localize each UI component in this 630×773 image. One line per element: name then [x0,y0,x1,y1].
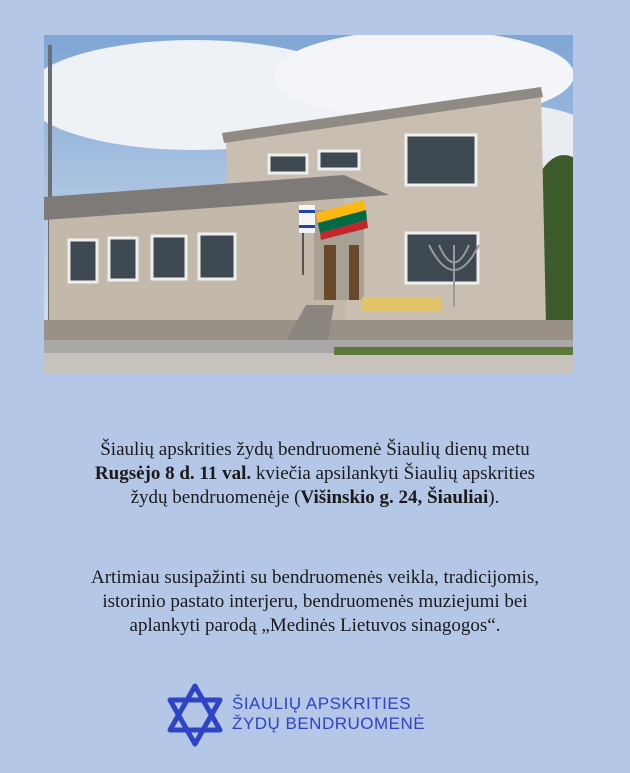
logo-line-2: ŽYDŲ BENDRUOMENĖ [232,714,426,733]
intro-line-3-start: žydų bendruomenėje ( [130,487,301,508]
intro-line-1: Šiaulių apskrities žydų bendruomenė Šiaulių dienų metu [100,439,530,460]
star-of-david-icon [160,680,230,750]
details-paragraph [0,566,630,638]
event-date: Rugsėjo 8 d. 11 val. [94,463,252,484]
intro-line-3-end: ). [488,487,500,508]
details-line-1: Artimiau susipažinti su bendruomenės veikla, tradicijomis, [91,567,539,588]
details-line-2: istorinio pastato interjeru, bendruomenės muziejumi bei [102,591,528,612]
community-logo [160,680,450,750]
logo-text [232,694,425,734]
intro-paragraph [0,438,630,510]
logo-line-1: ŠIAULIŲ APSKRITIES [232,694,412,713]
building-photo [44,35,573,373]
intro-line-2-rest: kviečia apsilankyti Šiaulių apskrities [251,463,536,484]
details-line-3: aplankyti parodą „Medinės Lietuvos sinagogos“. [129,615,501,636]
event-address: Višinskio g. 24, Šiauliai [300,487,489,508]
